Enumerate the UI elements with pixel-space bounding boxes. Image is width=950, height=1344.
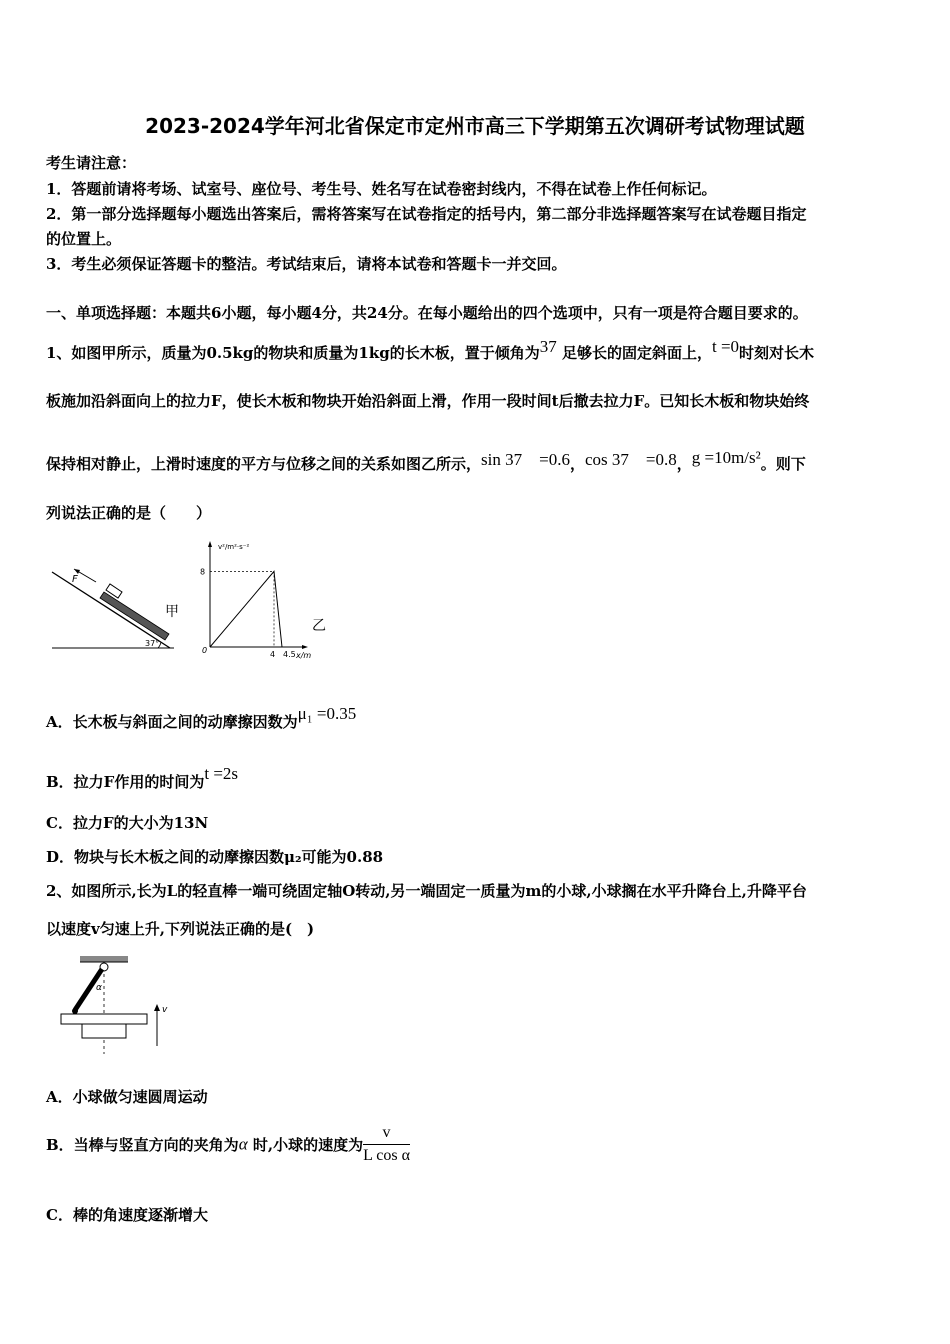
- x-axis-label: x/m: [296, 651, 312, 660]
- y-tick-label: 8: [200, 567, 206, 577]
- q2-line-1: 2、如图所示,长为L的轻直棒一端可绕固定轴O转动,另一端固定一质量为m的小球,小球搁在水平升降台上,升降平台: [46, 882, 807, 900]
- ball: [72, 1008, 78, 1014]
- notice-item-2a: 2．第一部分选择题每小题选出答案后，需将答案写在试卷指定的括号内，第二部分非选择题答案写在试卷题目指定: [46, 205, 807, 223]
- figure-yi-label: 乙: [312, 618, 326, 634]
- q1-line-3: 保持相对静止，上滑时速度的平方与位移之间的关系如图乙所示，sin 37 =0.6，cos 37 =0.8，g =10m/s²。则下: [46, 448, 806, 473]
- velocity-fraction: $\frac{v}{\text{L cos α}}$: [363, 1124, 410, 1164]
- rod-platform-figure: [55, 950, 180, 1055]
- origin-label: 0: [202, 646, 208, 655]
- q1-option-c: C．拉力F的大小为13N: [46, 814, 209, 832]
- q2-line-2: 以速度v匀速上升,下列说法正确的是( ): [46, 920, 315, 938]
- x-tick-label: 4: [270, 650, 276, 659]
- up-arrow-icon: [154, 1004, 160, 1011]
- incline-figure: [48, 560, 198, 660]
- notice-heading: 考生请注意：: [46, 154, 137, 172]
- velocity-label: v: [162, 1005, 168, 1015]
- q1-option-d: D．物块与长木板之间的动摩擦因数μ₂可能为0.88: [46, 848, 384, 866]
- ceiling-hatch: [80, 956, 128, 962]
- x-tick-label: 4.5: [283, 650, 296, 659]
- page-title: 2023-2024学年河北省保定市定州市高三下学期第五次调研考试物理试题: [145, 114, 805, 138]
- q1-line-1: 1、如图甲所示，质量为0.5kg的物块和质量为1kg的长木板，置于倾角为37 足够长的固定斜面上，t =0时刻对长木: [46, 337, 815, 362]
- notice-item-2b: 的位置上。: [46, 230, 122, 248]
- angle-label: 37°: [145, 639, 160, 648]
- section-heading: 一、单项选择题：本题共6小题，每小题4分，共24分。在每小题给出的四个选项中，只有一项是符合题目要求的。: [46, 304, 808, 322]
- notice-item-3: 3．考生必须保证答题卡的整洁。考试结束后，请将本试卷和答题卡一并交回。: [46, 255, 567, 273]
- velocity-squared-chart: [198, 537, 328, 661]
- q1-line-4: 列说法正确的是（ ）: [46, 504, 212, 522]
- long-board: [100, 592, 169, 640]
- platform-base: [82, 1024, 126, 1038]
- figure-jia-label: 甲: [165, 604, 179, 620]
- alpha-label: α: [96, 983, 102, 993]
- notice-item-1: 1．答题前请将考场、试室号、座位号、考生号、姓名写在试卷密封线内，不得在试卷上作任何标记。: [46, 180, 717, 198]
- q1-line-2: 板施加沿斜面向上的拉力F，使长木板和物块开始沿斜面上滑，作用一段时间t后撤去拉力F。已知长木板和物块始终: [46, 392, 810, 410]
- force-label: F: [72, 574, 78, 585]
- q2-option-a: A．小球做匀速圆周运动: [46, 1088, 208, 1106]
- q2-option-b: B．当棒与竖直方向的夹角为α 时,小球的速度为 $\frac{v}{\text{L cos α}}$: [46, 1124, 410, 1164]
- q1-option-a: A．长木板与斜面之间的动摩擦因数为μ₁ =0.35: [46, 704, 357, 731]
- q1-option-b: B．拉力F作用的时间为t =2s: [46, 764, 239, 791]
- y-axis-label: v²/m²·s⁻²: [218, 543, 250, 551]
- v-squared-series-line: [210, 571, 282, 647]
- platform: [61, 1014, 147, 1024]
- q2-option-c: C．棒的角速度逐渐增大: [46, 1206, 208, 1224]
